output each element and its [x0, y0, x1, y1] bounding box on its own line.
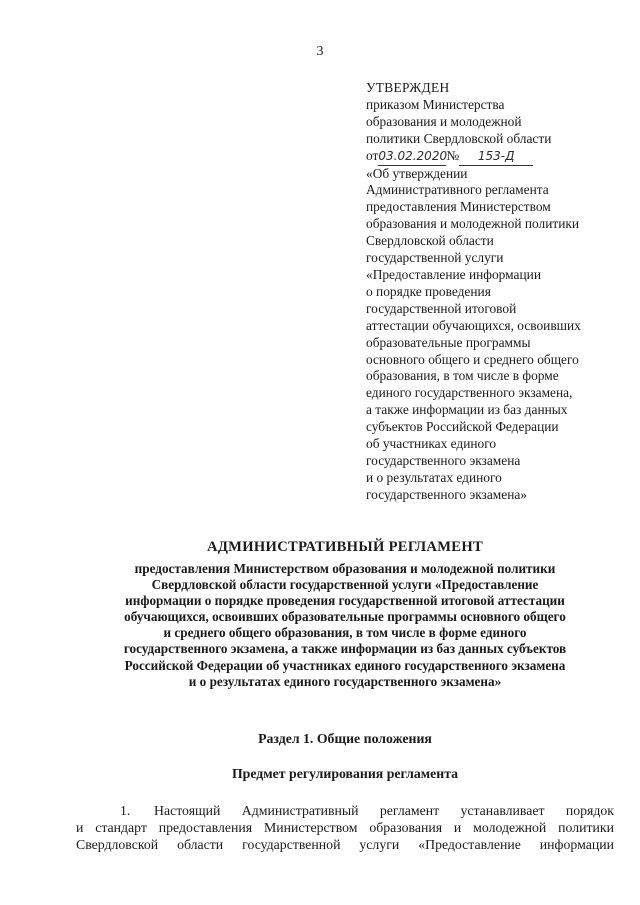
approval-line: об участниках единого	[366, 436, 497, 452]
approval-line: а также информации из баз данных	[366, 402, 568, 418]
regulation-title: АДМИНИСТРАТИВНЫЙ РЕГЛАМЕНТ	[206, 539, 484, 555]
approval-line: образования и молодежной политики	[366, 216, 580, 232]
approval-line: о порядке проведения	[366, 283, 491, 299]
subtitle-line: Свердловской области государственной услуги «Предоставление	[151, 577, 539, 593]
handwritten-date: 03.02.2020	[378, 148, 446, 166]
approval-line: политики Свердловской области	[366, 130, 552, 146]
subsection-heading: Предмет регулирования регламента	[231, 766, 459, 781]
approval-line: государственного экзамена»	[366, 486, 528, 502]
subtitle-line: предоставления Министерством образования и молодежной политики	[134, 561, 556, 576]
approval-line: Административного регламента	[366, 182, 549, 198]
approval-date-number-line	[366, 148, 632, 166]
approval-line: субъектов Российской Федерации	[366, 419, 559, 435]
paragraph-line: Свердловской области государственной услуги «Предоставление информации	[76, 837, 614, 852]
approval-line: и о результатах единого	[366, 469, 502, 485]
paragraph-1	[76, 802, 614, 853]
subtitle-line: информации о порядке проведения государственной итоговой аттестации	[125, 593, 565, 609]
approval-line: государственной услуги	[366, 250, 504, 266]
subtitle-line: и среднего общего образования, в том числе в форме единого	[163, 625, 527, 641]
approval-line: Свердловской области	[366, 233, 494, 249]
approval-line: образования, в том числе в форме	[366, 368, 559, 384]
paragraph-line: и стандарт предоставления Министерством образования и молодежной политики	[76, 820, 614, 835]
section-heading: Раздел 1. Общие положения	[258, 731, 432, 746]
subtitle-line: обучающихся, освоивших образовательные программы основного общего	[124, 609, 566, 625]
approval-title: УТВЕРЖДЕН	[366, 80, 450, 95]
approval-line: единого государственного экзамена,	[366, 385, 573, 401]
approval-line: приказом Министерства	[366, 96, 505, 112]
approval-line: государственной итоговой	[366, 300, 517, 316]
approval-line: основного общего и среднего общего	[366, 351, 579, 367]
paragraph-number: 1.	[120, 803, 131, 818]
approval-stamp-block	[366, 80, 632, 504]
regulation-subtitle	[60, 561, 630, 690]
subtitle-line: и о результатах единого государственного экзамена»	[188, 673, 502, 689]
approval-line: образования и молодежной	[366, 113, 522, 129]
approval-line: «Об утверждении	[366, 165, 468, 181]
approval-line: «Предоставление информации	[366, 266, 541, 282]
number-label: №	[446, 147, 460, 163]
subtitle-line: государственного экзамена, а также информации из баз данных субъектов	[123, 641, 567, 657]
page-number: 3	[316, 44, 324, 59]
paragraph-text: Настоящий Административный регламент устанавливает порядок	[154, 803, 614, 818]
subtitle-line: Российской Федерации об участниках единого государственного экзамена	[124, 657, 566, 673]
date-prefix: от	[366, 147, 379, 163]
approval-line: государственного экзамена	[366, 452, 521, 468]
approval-line: образовательные программы	[366, 334, 531, 350]
approval-line: аттестации обучающихся, освоивших	[366, 317, 581, 333]
handwritten-order-number: 153-Д	[459, 148, 533, 166]
paragraph-line	[76, 802, 614, 819]
approval-line: предоставления Министерством	[366, 199, 551, 215]
